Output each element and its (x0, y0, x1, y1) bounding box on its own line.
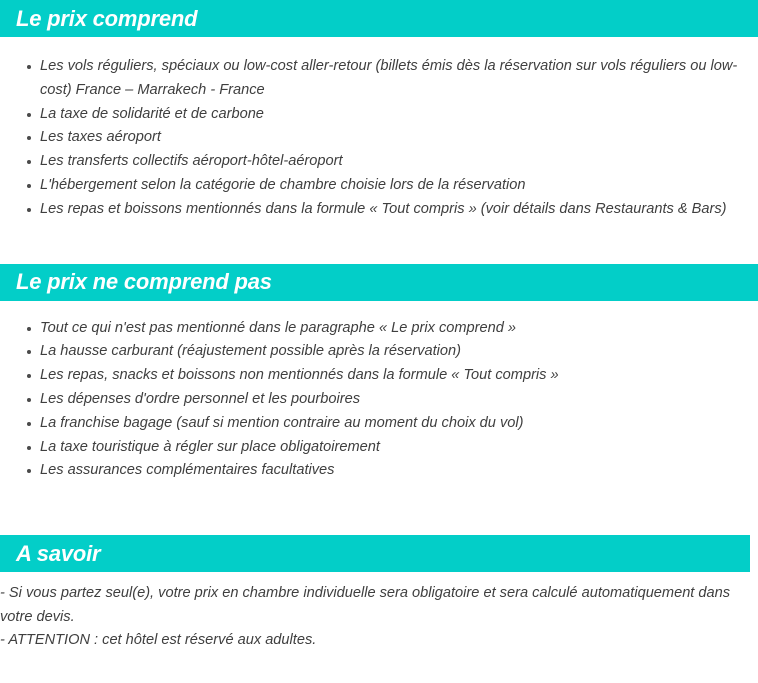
list-item: Les taxes aéroport (0, 126, 758, 150)
list-item: La hausse carburant (réajustement possible après la réservation) (0, 340, 758, 364)
list-item: La franchise bagage (sauf si mention contraire au moment du choix du vol) (0, 412, 758, 436)
list-item: La taxe de solidarité et de carbone (0, 103, 758, 127)
list-item: Les dépenses d'ordre personnel et les pourboires (0, 388, 758, 412)
list-item: La taxe touristique à régler sur place obligatoirement (0, 436, 758, 460)
not-included-list (0, 301, 758, 484)
section-spacer (0, 222, 758, 264)
section-header-not-included (0, 264, 758, 301)
list-item: L'hébergement selon la catégorie de chambre choisie lors de la réservation (0, 174, 758, 198)
section-title-included: Le prix comprend (16, 5, 198, 31)
list-item: Tout ce qui n'est pas mentionné dans le paragraphe « Le prix comprend » (0, 317, 758, 341)
list-item: Les vols réguliers, spéciaux ou low-cost aller-retour (billets émis dès la réservation sur vols réguliers ou low-cost) France – Marrakech - France (0, 55, 758, 103)
section-spacer (0, 483, 758, 535)
note-line: - Si vous partez seul(e), votre prix en chambre individuelle sera obligatoire et sera calculé automatiquement dans votre devis. (0, 585, 731, 625)
list-item: Les repas, snacks et boissons non mentionnés dans la formule « Tout compris » (0, 364, 758, 388)
section-header-included (0, 0, 758, 37)
list-item: Les repas et boissons mentionnés dans la formule « Tout compris » (voir détails dans Restaurants & Bars) (0, 198, 758, 222)
section-title-good-to-know: A savoir (16, 540, 101, 566)
section-header-good-to-know (0, 535, 750, 572)
note-line: - ATTENTION : cet hôtel est réservé aux adultes. (0, 632, 317, 649)
good-to-know-notes (0, 572, 758, 653)
included-list (0, 37, 758, 222)
section-title-not-included: Le prix ne comprend pas (16, 269, 272, 295)
list-item: Les assurances complémentaires facultatives (0, 459, 758, 483)
list-item: Les transferts collectifs aéroport-hôtel-aéroport (0, 150, 758, 174)
